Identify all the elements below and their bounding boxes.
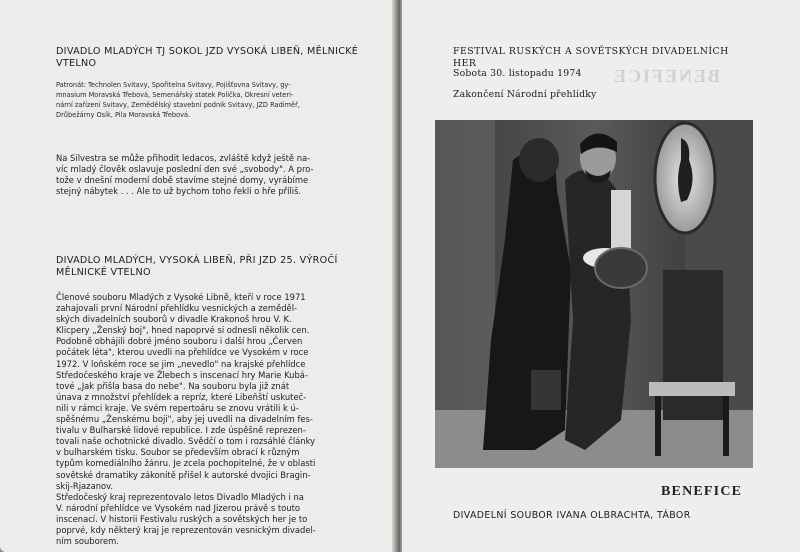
body-line: spěšnému „Ženskému boji", aby jej uvedli na divadelním fes- bbox=[56, 414, 313, 425]
intro-line: víc mladý člověk oslavuje poslední den své „svobody". A pro- bbox=[56, 164, 314, 175]
body-line: tové „Jak přišla basa do nebe". Na souboru byla již znát bbox=[56, 380, 290, 391]
intro-line: tože v dnešní moderní době stavíme stejné domy, vyrábíme bbox=[56, 175, 309, 186]
chair-back bbox=[663, 270, 723, 420]
body-line: inscenací. V historii Festivalu ruských a sovětských her je to bbox=[56, 513, 308, 524]
body-line: ských divadelních souborů v divadle Krakonoš hrou V. K. bbox=[56, 314, 292, 325]
body-line: Klicpery „Ženský boj", hned napoprvé si odnesli několik cen. bbox=[56, 325, 310, 336]
body-line: tovali naše ochotnické divadlo. Svědčí o tom i rozsáhlé články bbox=[56, 436, 316, 447]
body-line: ním souborem. bbox=[56, 536, 119, 547]
production-photo bbox=[435, 120, 753, 468]
body-line: zahajovali první Národní přehlídku vesnických a zeměděl- bbox=[56, 303, 298, 314]
show-through-text: BENEFICE bbox=[612, 66, 721, 86]
actor-left-head bbox=[519, 138, 559, 182]
patrons-line: nární zařízení Svitavy, Zemědělský stavební podnik Svitavy, JZD Radiměř, bbox=[56, 101, 300, 109]
body-line: skij-Rjazanov. bbox=[56, 480, 114, 491]
body-line: počátek léta", kterou uvedli na přehlídce ve Vysokém v roce bbox=[56, 347, 309, 358]
section2-heading bbox=[56, 255, 376, 279]
closing-note: Zakončení Národní přehlídky bbox=[453, 89, 597, 100]
intro-line: stejný nábytek . . . Ale to už bychom toho řekli o hře příliš. bbox=[56, 186, 302, 197]
section1-heading-line2: VTELNO bbox=[56, 58, 97, 69]
patrons-line: Drůbežárny Osík, Pila Moravská Třebová. bbox=[56, 111, 191, 119]
body-line: nili v rámci kraje. Ve svém repertoáru se znovu vrátili k ú- bbox=[56, 402, 299, 413]
ensemble-name: DIVADELNÍ SOUBOR IVANA OLBRACHTA, TÁBOR bbox=[453, 510, 691, 521]
body-line: typům komediálního žánru. Je zcela pochopitelné, že v oblasti bbox=[56, 458, 316, 469]
patrons-list bbox=[56, 80, 374, 120]
body-line: tivalu v Bulharské lidové republice. I zde úspěšně reprezen- bbox=[56, 425, 306, 436]
body-line: v bulharském tisku. Soubor se především obrací k různým bbox=[56, 447, 300, 458]
chair-seat bbox=[649, 382, 735, 396]
body-line: Členové souboru Mladých z Vysoké Libně, kteří v roce 1971 bbox=[56, 292, 306, 302]
body-line: V. národní přehlídce ve Vysokém nad Jizerou právě s touto bbox=[56, 502, 301, 513]
photo-illustration bbox=[435, 120, 753, 468]
play-title: BENEFICE bbox=[661, 484, 743, 499]
patrons-line: mnasium Moravská Třebová, Semenářský statek Polička, Okresní veteri- bbox=[56, 91, 294, 99]
festival-title: FESTIVAL RUSKÝCH A SOVĚTSKÝCH DIVADELNÍCH HER bbox=[453, 46, 729, 69]
section2-heading-line2: MĚLNICKÉ VTELNO bbox=[56, 267, 151, 278]
body-line: 1972. V loňském roce se jim „nevedlo" na krajské přehlídce bbox=[56, 358, 306, 369]
intro-paragraph bbox=[56, 153, 376, 197]
patrons-line: Patronát: Technolen Svitavy, Spořitelna Svitavy, Pojišťovna Svitavy, gy- bbox=[56, 81, 291, 89]
body-line: Středočeského kraje ve Žlebech s inscenací hry Marie Kubá- bbox=[56, 369, 308, 380]
left-page bbox=[0, 0, 396, 552]
intro-line: Na Silvestra se může přihodit ledacos, zvláště když ještě na- bbox=[56, 153, 311, 163]
section2-heading-line1: DIVADLO MLADÝCH, VYSOKÁ LIBEŇ, PŘI JZD 25. VÝROČÍ bbox=[56, 255, 338, 266]
body-line: Středočeský kraj reprezentovalo letos Divadlo Mladých i na bbox=[56, 491, 304, 502]
section2-body bbox=[56, 292, 376, 547]
hat-in-hand bbox=[595, 248, 647, 288]
performance-date: Sobota 30. listopadu 1974 bbox=[453, 68, 582, 79]
body-line: poprvé, kdy některý kraj je reprezentován vesnickým divadel- bbox=[56, 524, 316, 535]
body-line: sovětské dramatiky zákonitě přišel k autorské dvojici Bragin- bbox=[56, 469, 311, 480]
body-line: Podobně obhájili dobré jméno souboru i další hrou „Červen bbox=[56, 336, 303, 347]
body-line: únava z množství přehlídek a repríz, které Libeňští uskuteč- bbox=[56, 391, 307, 402]
section1-heading-line1: DIVADLO MLADÝCH TJ SOKOL JZD VYSOKÁ LIBEŇ, MĚLNICKÉ bbox=[56, 46, 359, 57]
section1-heading bbox=[56, 46, 376, 70]
